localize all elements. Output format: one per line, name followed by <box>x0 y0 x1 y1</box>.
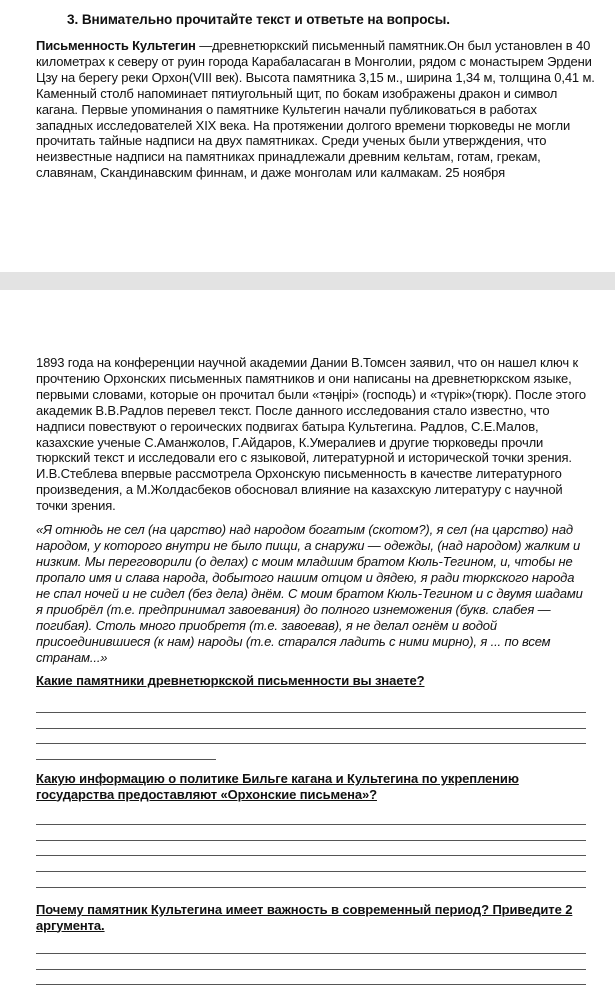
answer-lines-2[interactable] <box>36 809 586 888</box>
answer-line[interactable] <box>36 856 586 872</box>
intro-paragraph-text: —древнетюркский письменный памятник.Он был установлен в 40 километрах к северу от руин города Карабаласаган в Монголии, рядом с монастырем Эрдени Цзу на берегу реки Орхон(VIII век). Высота памятника 3,15 м., ширина 1,34 м, толщина 0,41 м. Каменный столб напоминает пятиугольный щит, по бокам изображены дракон и символ кагана. Первые упоминания о памятнике Культегин начали публиковаться в работах западных исследователей XIX века. На протяжении долгого времени тюрковеды не могли прочитать тайные надписи на двух памятниках. Среди ученых были утверждения, что неизвестные надписи на памятниках принадлежали древним кельтам, готам, грекам, славянам, Скандинавским финнам, и даже монголам или калмакам. 25 ноября <box>36 38 595 181</box>
intro-paragraph <box>36 38 596 181</box>
answer-line[interactable] <box>36 938 586 954</box>
question-3: Почему памятник Культегина имеет важность в современный период? Приведите 2 аргумента. <box>36 902 573 933</box>
answer-line[interactable] <box>36 697 586 713</box>
answer-lines-3[interactable] <box>36 938 586 985</box>
answer-line[interactable] <box>36 954 586 970</box>
inscription-quote: «Я отнюдь не сел (на царство) над народом богатым (скотом?), я сел (на царство) над народом, у которого внутри не было пищи, а снаружи — одежды, (над народом) жалким и низким. Мы переговорили (о делах) с моим младшим братом Кюль-Тегином, и, чтобы не пропало имя и слава народа, добытого нашим отцом и дядею, я ради тюркского народа не спал ночей и не сидел (без дела) днём. С моим братом Кюль-Тегином и с двумя шадами я приобрёл (т.е. предпринимал завоевания) до полного изнеможения (букв. слабея — погибая). Столь много приобретя (т.е. завоевав), я не делал огнём и водой присоединившиеся (к нам) народы (т.е. старался ладить с ними мирно), я ... по всем странам...» <box>36 522 583 665</box>
task-title: 3. Внимательно прочитайте текст и ответьте на вопросы. <box>67 12 450 27</box>
worksheet-page-top <box>0 0 615 272</box>
history-paragraph: 1893 года на конференции научной академии Дании В.Томсен заявил, что он нашел ключ к прочтению Орхонских письменных памятников и они написаны на древнетюркском языке, первыми словами, которые он прочитал были «тәңірі» (господь) и «түрік»(тюрк). После этого академик В.В.Радлов перевел текст. После данного исследования стало известно, что надписи повествуют о героических подвигах батыра Культегина. Радлов, С.Е.Малов, казахские ученые С.Аманжолов, Г.Айдаров, К.Умералиев и другие тюркoведы прочли тюркский текст и исследовали его с языковой, литературной и исторической точки зрения. И.В.Стеблева впервые рассмотрела Орхонскую письменность в качестве литературного произведения, а М.Жолдасбеков обосновал влияние на казахскую литературу с научной точки зрения. <box>36 355 586 514</box>
answer-line[interactable] <box>36 809 586 825</box>
question-1: Какие памятники древнетюркской письменности вы знаете? <box>36 673 425 688</box>
answer-line[interactable] <box>36 841 586 857</box>
answer-line[interactable] <box>36 825 586 841</box>
answer-line[interactable] <box>36 872 586 888</box>
answer-line[interactable] <box>36 713 586 729</box>
answer-line[interactable] <box>36 729 586 745</box>
answer-line[interactable] <box>36 744 216 760</box>
question-2: Какую информацию о политике Бильге кагана и Культегина по укреплению государства предоставляют «Орхонские письмена»? <box>36 771 519 802</box>
answer-line[interactable] <box>36 970 586 986</box>
lead-term: Письменность Культегин <box>36 38 196 53</box>
page-gap <box>0 272 615 290</box>
answer-lines-1[interactable] <box>36 697 586 760</box>
